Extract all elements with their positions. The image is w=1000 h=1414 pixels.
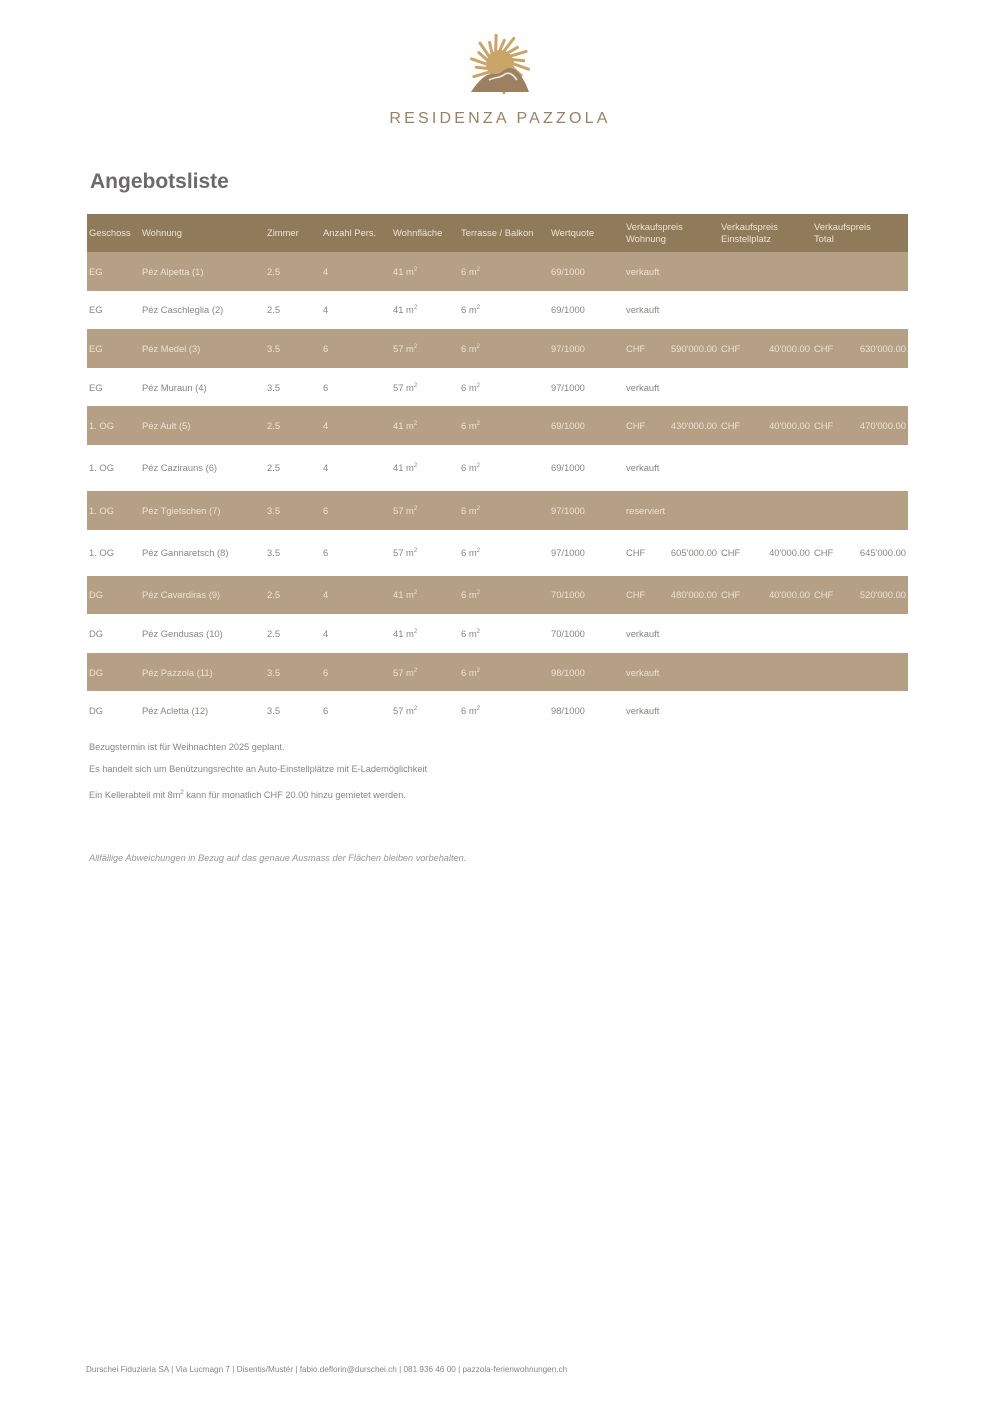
sun-ray — [490, 42, 492, 52]
area-unit: m — [468, 304, 477, 316]
cell-terrasse-value: 6 — [461, 627, 467, 639]
cell-personen: 6 — [323, 705, 329, 717]
cell-wohnung: Péz Acletta (12) — [142, 705, 209, 717]
cell-wertquote: 97/1000 — [549, 329, 624, 368]
cell-personen: 4 — [323, 627, 329, 639]
area-exponent: 2 — [476, 382, 480, 389]
area-exponent: 2 — [476, 590, 480, 597]
cell-currency: CHF — [719, 406, 757, 445]
cell-preis-total: 470'000.00 — [850, 406, 908, 445]
cell-wertquote: 69/1000 — [551, 304, 585, 316]
area-unit: m — [406, 547, 414, 559]
cell-geschoss: 1. OG — [87, 406, 140, 445]
cell-preis-einstellplatz: 40'000.00 — [757, 576, 812, 615]
cell-zimmer: 3.5 — [265, 653, 321, 692]
header-personen: Anzahl Pers. — [321, 214, 391, 252]
cell-terrasse-value: 6 — [461, 381, 467, 393]
note-keller-pre: Ein Kellerabteil mit 8m — [89, 790, 181, 800]
cell-terrasse-value: 6 — [461, 589, 467, 601]
header-preis-total — [812, 214, 908, 252]
area-unit: m — [468, 666, 477, 678]
cell-geschoss: DG — [89, 705, 104, 717]
table-row — [87, 445, 908, 491]
area-unit: m — [468, 589, 477, 601]
cell-wohnflaeche — [391, 491, 459, 530]
area-unit: m — [406, 342, 414, 354]
footer-contact: Durschei Fiduziaria SA | Via Lucmagn 7 | Disentis/Mustér | fabio.deflorin@durschei.ch | 081 936 46 00 | pazzola-ferienwohnungen.ch — [86, 1365, 568, 1374]
area-exponent: 2 — [476, 421, 480, 428]
cell-currency: CHF — [721, 547, 741, 559]
cell-personen: 4 — [321, 576, 391, 615]
cell-status: verkauft — [626, 462, 660, 474]
area-exponent: 2 — [413, 305, 418, 312]
cell-geschoss: DG — [87, 576, 140, 615]
cell-wertquote: 98/1000 — [551, 705, 585, 717]
cell-wertquote: 98/1000 — [549, 653, 624, 692]
table-row — [87, 329, 908, 368]
table-row — [87, 653, 908, 692]
area-exponent: 2 — [413, 463, 418, 470]
cell-wohnflaeche-value: 41 — [393, 627, 404, 639]
cell-personen: 4 — [323, 462, 329, 474]
area-unit: m — [468, 462, 477, 474]
area-unit: m — [468, 504, 477, 516]
area-exponent: 2 — [413, 505, 418, 512]
cell-wohnflaeche-value: 57 — [393, 705, 404, 717]
cell-wohnflaeche-value: 57 — [393, 547, 404, 559]
cell-wohnung: Péz Caschleglia (2) — [142, 304, 224, 316]
cell-preis-einstellplatz: 40'000.00 — [757, 406, 812, 445]
offer-table — [87, 214, 908, 730]
area-exponent: 2 — [413, 628, 418, 635]
cell-wohnflaeche — [391, 653, 459, 692]
cell-geschoss: EG — [89, 381, 103, 393]
cell-personen: 6 — [321, 653, 391, 692]
cell-wohnung: Péz Gannaretsch (8) — [142, 547, 229, 559]
cell-terrasse-value: 6 — [461, 547, 467, 559]
cell-currency: CHF — [626, 547, 646, 559]
cell-terrasse — [459, 691, 549, 730]
cell-zimmer: 2.5 — [267, 627, 281, 639]
cell-terrasse — [459, 329, 549, 368]
cell-zimmer: 2.5 — [265, 406, 321, 445]
cell-wohnflaeche-value: 41 — [393, 265, 404, 277]
cell-wohnung: Péz Muraun (4) — [142, 381, 207, 393]
cell-geschoss: DG — [89, 627, 104, 639]
area-unit: m — [406, 462, 414, 474]
cell-wertquote: 69/1000 — [549, 252, 624, 291]
cell-status: verkauft — [626, 381, 660, 393]
area-unit: m — [468, 265, 477, 277]
cell-terrasse-value: 6 — [461, 705, 467, 717]
cell-wohnung: Péz Cavardiras (9) — [140, 576, 265, 615]
cell-geschoss: DG — [87, 653, 140, 692]
cell-wertquote: 70/1000 — [551, 627, 585, 639]
cell-wohnung: Péz Tgietschen (7) — [140, 491, 265, 530]
cell-geschoss: 1. OG — [89, 462, 115, 474]
cell-personen: 4 — [323, 304, 329, 316]
cell-personen: 4 — [321, 406, 391, 445]
cell-currency: CHF — [624, 406, 660, 445]
cell-zimmer: 3.5 — [267, 547, 281, 559]
area-exponent: 2 — [476, 706, 480, 713]
cell-personen: 6 — [323, 381, 329, 393]
cell-wohnflaeche — [391, 530, 459, 576]
cell-preis-wohnung: 605'000.00 — [670, 547, 717, 559]
cell-terrasse — [459, 576, 549, 615]
cell-currency: CHF — [719, 576, 757, 615]
sun-ray — [500, 40, 504, 50]
area-unit: m — [468, 705, 477, 717]
sun-ray — [471, 59, 486, 64]
cell-wohnflaeche — [391, 576, 459, 615]
cell-zimmer: 3.5 — [265, 491, 321, 530]
area-unit: m — [406, 589, 414, 601]
cell-preis-einstellplatz: 40'000.00 — [757, 329, 812, 368]
table-row — [87, 291, 908, 330]
note-einstellplaetze: Es handelt sich um Benützungsrechte an Auto-Einstellplätze mit E-Lademöglichkeit — [89, 764, 428, 774]
cell-currency: CHF — [624, 329, 660, 368]
table-row — [87, 576, 908, 615]
cell-status: verkauft — [624, 252, 908, 291]
cell-preis-wohnung: 430'000.00 — [660, 406, 719, 445]
cell-terrasse — [459, 614, 549, 653]
cell-wohnung: Péz Gendusas (10) — [142, 627, 223, 639]
cell-geschoss: EG — [89, 304, 103, 316]
cell-personen: 4 — [321, 252, 391, 291]
sun-ray — [476, 67, 486, 68]
area-exponent: 2 — [476, 343, 480, 350]
cell-zimmer: 3.5 — [265, 329, 321, 368]
header-zimmer: Zimmer — [265, 214, 321, 252]
cell-terrasse — [459, 445, 549, 491]
cell-wohnung: Péz Pazzola (11) — [140, 653, 265, 692]
cell-wohnflaeche — [391, 329, 459, 368]
cell-terrasse — [459, 406, 549, 445]
header-preis-einstellplatz-line2: Einstellplatz — [721, 233, 772, 244]
cell-zimmer: 3.5 — [267, 705, 281, 717]
header-preis-einstellplatz-line1: Verkaufspreis — [721, 221, 778, 232]
cell-terrasse-value: 6 — [461, 504, 467, 516]
cell-terrasse-value: 6 — [461, 265, 467, 277]
area-unit: m — [406, 705, 414, 717]
area-exponent: 2 — [476, 667, 480, 674]
table-row — [87, 368, 908, 407]
area-exponent: 2 — [476, 305, 480, 312]
header-terrasse: Terrasse / Balkon — [459, 214, 549, 252]
header-preis-total-line1: Verkaufspreis — [814, 221, 871, 232]
table-row — [87, 614, 908, 653]
cell-wohnflaeche — [391, 252, 459, 291]
cell-geschoss: 1. OG — [89, 547, 115, 559]
header-preis-wohnung-line2: Wohnung — [626, 233, 666, 244]
cell-wohnung: Péz Alpetta (1) — [140, 252, 265, 291]
area-exponent: 2 — [413, 706, 418, 713]
cell-wohnflaeche — [391, 614, 459, 653]
cell-geschoss: 1. OG — [87, 491, 140, 530]
sun-ray — [511, 51, 526, 55]
cell-terrasse-value: 6 — [461, 666, 467, 678]
area-unit: m — [468, 420, 477, 432]
area-exponent: 2 — [476, 266, 480, 273]
cell-wohnung: Péz Medel (3) — [140, 329, 265, 368]
area-unit: m — [406, 504, 414, 516]
cell-preis-einstellplatz: 40'000.00 — [769, 547, 810, 559]
cell-preis-wohnung: 480'000.00 — [660, 576, 719, 615]
sun-ray — [514, 64, 529, 69]
area-exponent: 2 — [476, 628, 480, 635]
area-unit: m — [406, 627, 414, 639]
cell-wohnflaeche — [391, 291, 459, 330]
header-wertquote: Wertquote — [549, 214, 624, 252]
area-exponent: 2 — [413, 266, 418, 273]
cell-wohnflaeche-value: 57 — [393, 342, 404, 354]
area-unit: m — [468, 547, 477, 559]
cell-currency: CHF — [812, 406, 850, 445]
cell-status: verkauft — [626, 304, 660, 316]
cell-currency: CHF — [814, 547, 834, 559]
sun-ray — [513, 60, 523, 61]
table-row — [87, 530, 908, 576]
cell-personen: 6 — [321, 329, 391, 368]
cell-wertquote: 97/1000 — [549, 491, 624, 530]
area-exponent: 2 — [476, 547, 480, 554]
cell-geschoss: EG — [87, 252, 140, 291]
area-unit: m — [406, 265, 414, 277]
cell-wohnflaeche-value: 41 — [393, 462, 404, 474]
cell-preis-total: 520'000.00 — [850, 576, 908, 615]
area-unit: m — [468, 381, 477, 393]
cell-wohnflaeche-value: 57 — [393, 381, 404, 393]
brand-logo — [0, 34, 1000, 128]
cell-wertquote: 70/1000 — [549, 576, 624, 615]
sun-mountain-logo-icon — [465, 34, 535, 96]
cell-wertquote: 69/1000 — [549, 406, 624, 445]
cell-terrasse — [459, 368, 549, 407]
header-preis-wohnung — [624, 214, 719, 252]
cell-wohnflaeche — [391, 445, 459, 491]
offer-table-body — [87, 252, 908, 730]
cell-zimmer: 2.5 — [265, 252, 321, 291]
table-row — [87, 252, 908, 291]
cell-wertquote: 69/1000 — [551, 462, 585, 474]
area-exponent: 2 — [476, 505, 480, 512]
cell-wohnflaeche-value: 41 — [393, 304, 404, 316]
cell-status: verkauft — [626, 705, 660, 717]
cell-currency: CHF — [719, 329, 757, 368]
sun-ray — [508, 47, 517, 52]
table-header-row — [87, 214, 908, 252]
cell-geschoss: EG — [87, 329, 140, 368]
cell-currency: CHF — [624, 576, 660, 615]
cell-wohnflaeche-value: 41 — [393, 589, 404, 601]
note-keller-post: kann für monatlich CHF 20.00 hinzu gemietet werden. — [183, 790, 406, 800]
brand-name: RESIDENZA PAZZOLA — [389, 110, 611, 127]
cell-status: reserviert — [624, 491, 908, 530]
header-preis-wohnung-line1: Verkaufspreis — [626, 221, 683, 232]
table-row — [87, 491, 908, 530]
cell-terrasse — [459, 530, 549, 576]
cell-wohnflaeche — [391, 368, 459, 407]
page-title: Angebotsliste — [90, 170, 229, 193]
cell-status: verkauft — [626, 627, 660, 639]
area-exponent: 2 — [413, 590, 418, 597]
cell-wertquote: 97/1000 — [551, 381, 585, 393]
cell-terrasse — [459, 491, 549, 530]
area-exponent: 2 — [413, 667, 418, 674]
cell-zimmer: 2.5 — [265, 576, 321, 615]
cell-terrasse-value: 6 — [461, 420, 467, 432]
area-exponent: 2 — [413, 547, 418, 554]
area-unit: m — [406, 304, 414, 316]
cell-terrasse-value: 6 — [461, 304, 467, 316]
note-keller-exp: 2 — [180, 789, 184, 796]
area-exponent: 2 — [413, 421, 418, 428]
area-unit: m — [406, 420, 414, 432]
area-exponent: 2 — [476, 463, 480, 470]
note-keller — [89, 790, 427, 800]
header-wohnung: Wohnung — [140, 214, 265, 252]
area-exponent: 2 — [413, 343, 418, 350]
cell-wohnflaeche-value: 41 — [393, 420, 404, 432]
cell-personen: 6 — [323, 547, 329, 559]
cell-terrasse — [459, 291, 549, 330]
cell-terrasse-value: 6 — [461, 462, 467, 474]
table-row — [87, 691, 908, 730]
cell-terrasse-value: 6 — [461, 342, 467, 354]
cell-zimmer: 2.5 — [267, 462, 281, 474]
area-unit: m — [406, 381, 414, 393]
header-preis-total-line2: Total — [814, 233, 834, 244]
cell-zimmer: 3.5 — [267, 381, 281, 393]
cell-currency: CHF — [812, 329, 850, 368]
cell-wohnflaeche — [391, 406, 459, 445]
area-unit: m — [406, 666, 414, 678]
cell-preis-total: 645'000.00 — [859, 547, 906, 559]
cell-zimmer: 2.5 — [267, 304, 281, 316]
header-preis-einstellplatz — [719, 214, 812, 252]
disclaimer: Allfällige Abweichungen in Bezug auf das genaue Ausmass der Flächen bleiben vorbehalten. — [89, 853, 467, 863]
header-geschoss: Geschoss — [87, 214, 140, 252]
cell-terrasse — [459, 252, 549, 291]
cell-wertquote: 97/1000 — [551, 547, 585, 559]
cell-currency: CHF — [812, 576, 850, 615]
notes — [89, 742, 427, 800]
cell-wohnflaeche — [391, 691, 459, 730]
cell-preis-total: 630'000.00 — [850, 329, 908, 368]
cell-status: verkauft — [624, 653, 908, 692]
cell-wohnung: Péz Ault (5) — [140, 406, 265, 445]
area-unit: m — [468, 342, 477, 354]
cell-terrasse — [459, 653, 549, 692]
cell-personen: 6 — [321, 491, 391, 530]
header-wohnflaeche: Wohnfläche — [391, 214, 459, 252]
area-exponent: 2 — [413, 382, 418, 389]
cell-wohnflaeche-value: 57 — [393, 504, 404, 516]
area-unit: m — [468, 627, 477, 639]
cell-wohnung: Péz Cazirauns (6) — [142, 462, 218, 474]
cell-wohnflaeche-value: 57 — [393, 666, 404, 678]
note-bezugstermin: Bezugstermin ist für Weihnachten 2025 geplant. — [89, 742, 285, 752]
table-row — [87, 406, 908, 445]
cell-preis-wohnung: 590'000.00 — [660, 329, 719, 368]
